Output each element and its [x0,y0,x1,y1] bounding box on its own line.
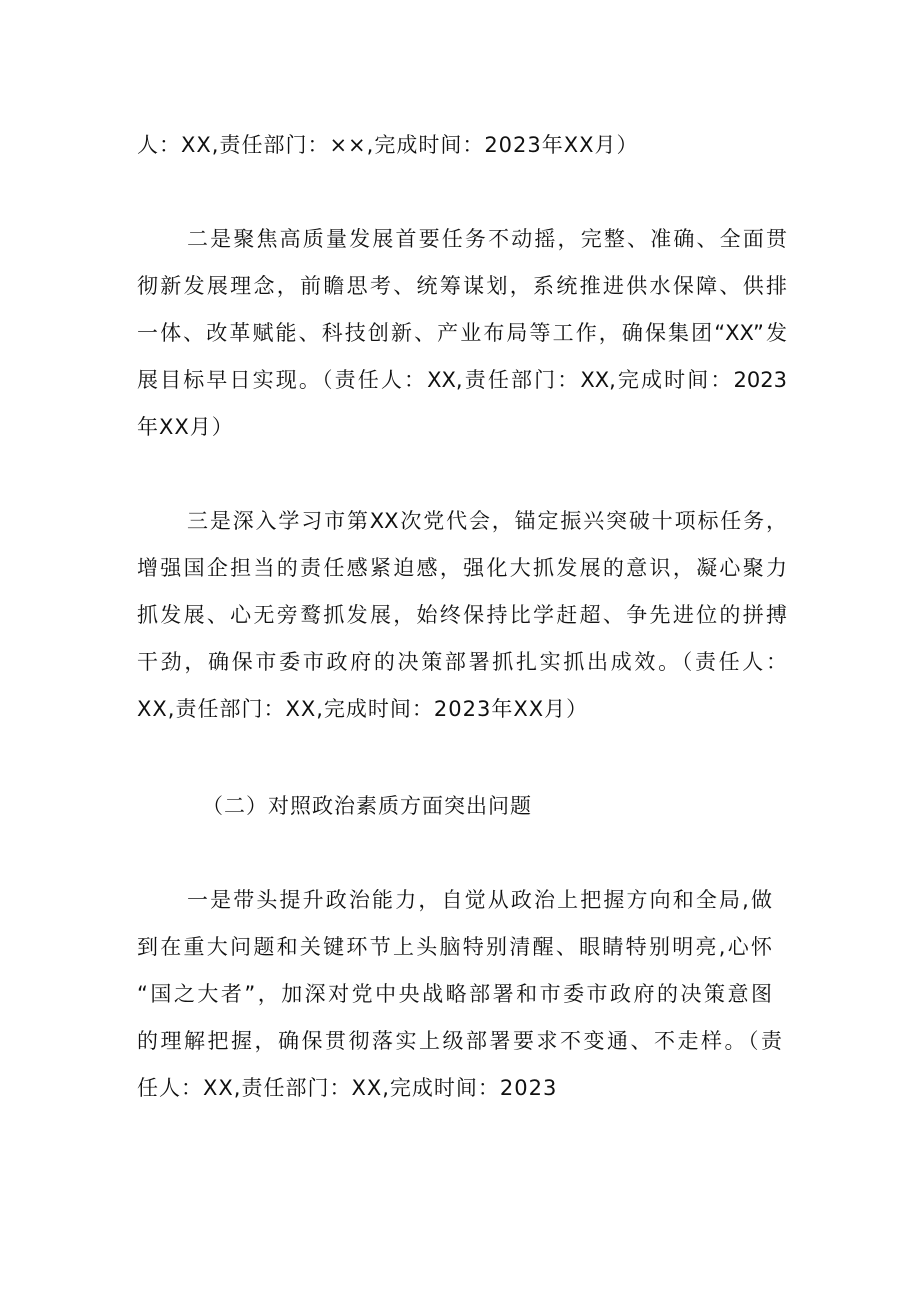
text-line: 抓发展、心无旁鹜抓发展，始终保持比学赶超、争先进位的拼搏 [137,603,787,627]
text-line: 一体、改革赋能、科技创新、产业布局等工作，确保集团“XX”发 [137,321,787,345]
text-line: 的理解把握，确保贯彻落实上级部署要求不变通、不走样。（责 [137,1029,782,1053]
text-line: 展目标早日实现。（责任人：XX,责任部门：XX,完成时间：2023 [137,368,787,392]
text-line: 一是带头提升政治能力，自觉从政治上把握方向和全局,做 [187,888,772,912]
text-line: 年XX月） [137,415,234,439]
text-line: 任人：XX,责任部门：XX,完成时间：2023 [137,1076,558,1100]
text-line: XX,责任部门：XX,完成时间：2023年XX月） [137,697,589,721]
text-line: 二是聚焦高质量发展首要任务不动摇，完整、准确、全面贯 [187,227,787,251]
text-line: 干劲，确保市委市政府的决策部署抓扎实抓出成效。（责任人： [137,650,787,674]
text-line: 人：XX,责任部门：××,完成时间：2023年XX月） [137,133,639,157]
text-line: 增强国企担当的责任感紧迫感，强化大抓发展的意识，凝心聚力 [137,556,787,580]
text-line: 到在重大问题和关键环节上头脑特别清醒、眼睛特别明亮,心怀 [137,935,772,959]
text-line: 三是深入学习市第XX次党代会，锚定振兴突破十项标任务， [187,509,787,533]
text-line: 彻新发展理念，前瞻思考、统筹谋划，系统推进供水保障、供排 [137,274,787,298]
section-heading: （二）对照政治素质方面突出问题 [202,794,532,818]
text-line: “国之大者”，加深对党中央战略部署和市委市政府的决策意图 [137,982,772,1006]
